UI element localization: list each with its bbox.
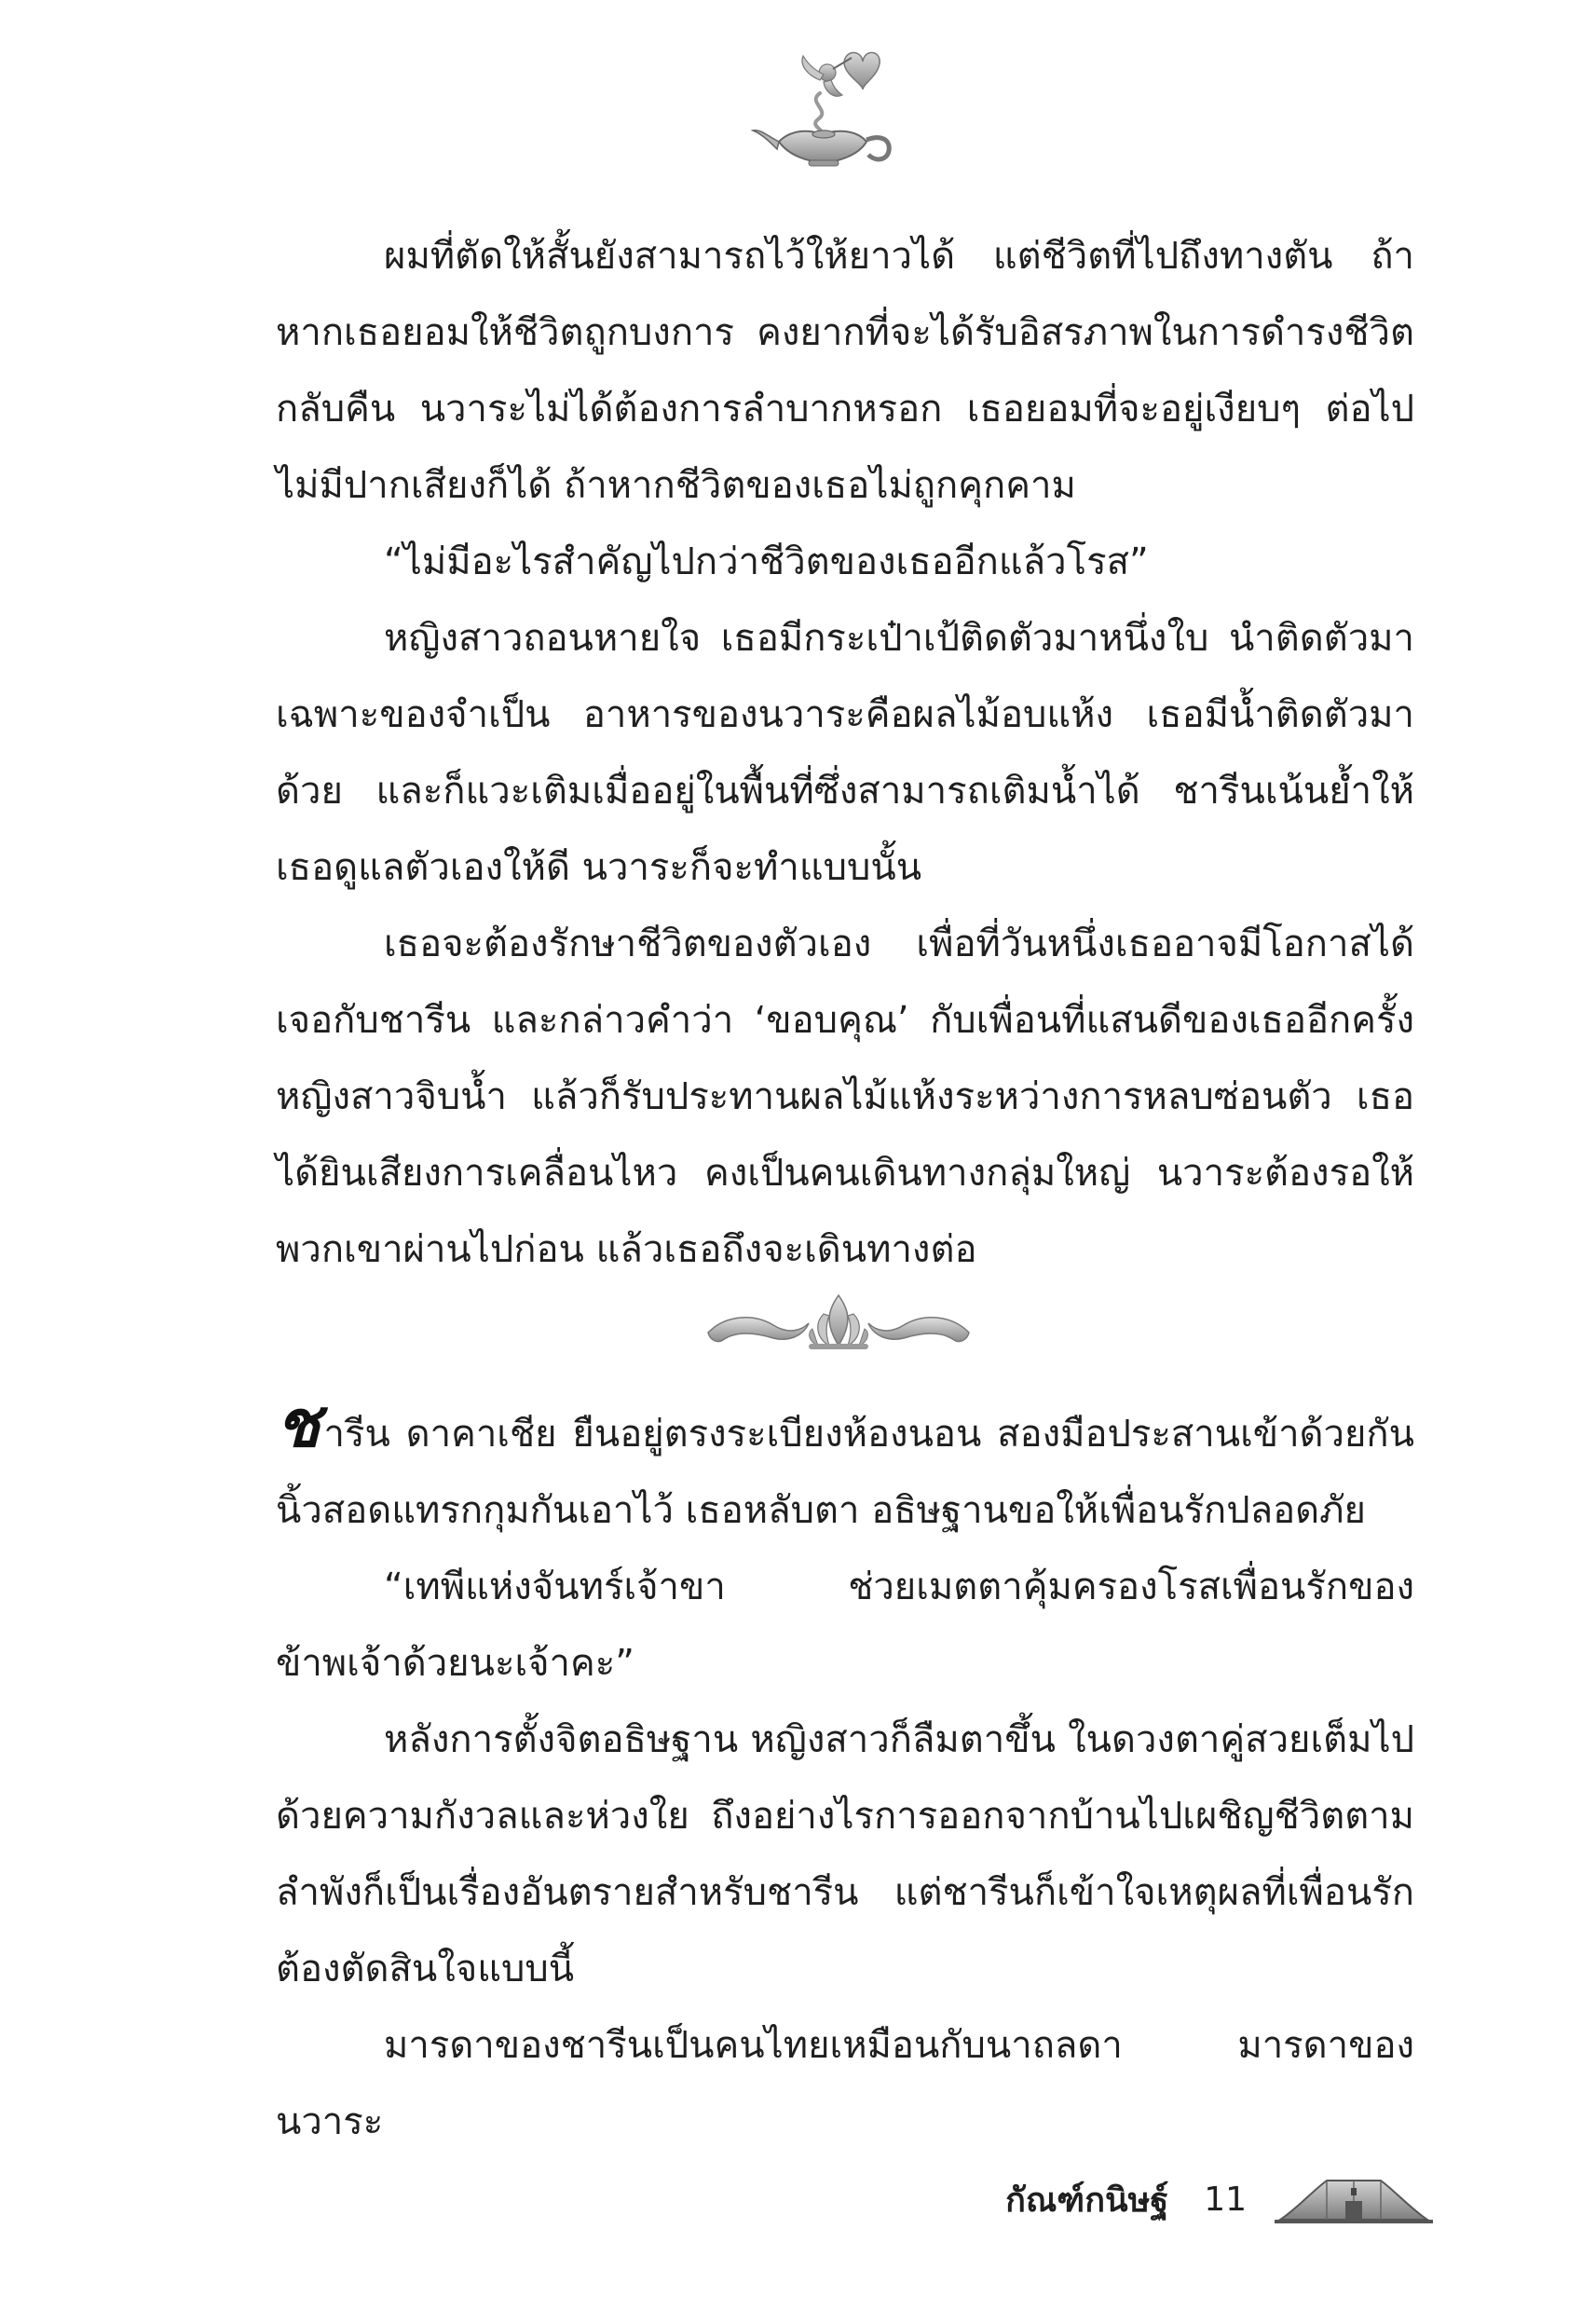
dialogue-paragraph: “ไม่มีอะไรสำคัญไปกว่าชีวิตของเธออีกแล้วโรส”: [384, 540, 1149, 583]
page-footer: [1005, 2167, 1433, 2232]
dialogue-paragraph: “เทพีแห่งจันทร์เจ้าขา ช่วยเมตตาคุ้มครองโรสเพื่อนรักของข้าพเจ้าด้วยนะเจ้าคะ”: [276, 1566, 1414, 1685]
opening-paragraph-text: ารีน ดาคาเชีย ยืนอยู่ตรงระเบียงห้องนอน สองมือประสานเข้าด้วยกัน นิ้วสอดแทรกกุมกันเอาไว้ เธอหลับตา อธิษฐานขอให้เพื่อนรักปลอดภัย: [276, 1413, 1414, 1532]
opening-paragraph: [276, 1385, 1414, 1549]
angel-teapot-ornament-icon: [742, 37, 909, 177]
book-title: กัณฑ์กนิษฐ์: [1005, 2181, 1169, 2220]
paragraph: เธอจะต้องรักษาชีวิตของตัวเอง เพื่อที่วันหนึ่งเธออาจมีโอกาสได้เจอกับชารีน และกล่าวคำว่า ‘ขอบคุณ’ กับเพื่อนที่แสนดีของเธออีกครั้ง หญิงสาวจิบน้ำ แล้วก็รับประทานผลไม้แห้งระหว่างการหลบซ่อนตัว เธอได้ยินเสียงการเคลื่อนไหว คงเป็นคนเดินทางกลุ่มใหญ่ นวาระต้องรอให้พวกเขาผ่านไปก่อน แล้วเธอถึงจะเดินทางต่อ: [276, 923, 1414, 1271]
text-block-2: [276, 1385, 1414, 2160]
paragraph: หญิงสาวถอนหายใจ เธอมีกระเป๋าเป้ติดตัวมาหนึ่งใบ นำติดตัวมาเฉพาะของจำเป็น อาหารของนวาระคือผลไม้อบแห้ง เธอมีน้ำติดตัวมาด้วย และก็แวะเติมเมื่ออยู่ในพื้นที่ซึ่งสามารถเติมน้ำได้ ชารีนเน้นย้ำให้เธอดูแลตัวเองให้ดี นวาระก็จะทำแบบนั้น: [276, 617, 1414, 889]
flourish-divider-icon: [699, 1286, 978, 1361]
paragraph: ผมที่ตัดให้สั้นยังสามารถไว้ให้ยาวได้ แต่ชีวิตที่ไปถึงทางตัน ถ้าหากเธอยอมให้ชีวิตถูกบงการ คงยากที่จะได้รับอิสรภาพในการดำรงชีวิตกลับคืน นวาระไม่ได้ต้องการลำบากหรอก เธอยอมที่จะอยู่เงียบๆ ต่อไป ไม่มีปากเสียงก็ได้ ถ้าหากชีวิตของเธอไม่ถูกคุกคาม: [276, 235, 1414, 507]
tent-ornament-icon: [1275, 2171, 1433, 2227]
text-block-1: [276, 218, 1414, 1288]
page-number: 11: [1204, 2180, 1247, 2219]
paragraph: หลังการตั้งจิตอธิษฐาน หญิงสาวก็ลืมตาขึ้น ในดวงตาคู่สวยเต็มไปด้วยความกังวลและห่วงใย ถึงอย่างไรการออกจากบ้านไปเผชิญชีวิตตามลำพังก็เป็นเรื่องอันตรายสำหรับชารีน แต่ชารีนก็เข้าใจเหตุผลที่เพื่อนรักต้องตัดสินใจแบบนี้: [276, 1718, 1414, 1990]
drop-cap: ช: [276, 1385, 321, 1462]
paragraph: มารดาของชารีนเป็นคนไทยเหมือนกับนาถลดา มารดาของนวาระ: [276, 2024, 1414, 2143]
